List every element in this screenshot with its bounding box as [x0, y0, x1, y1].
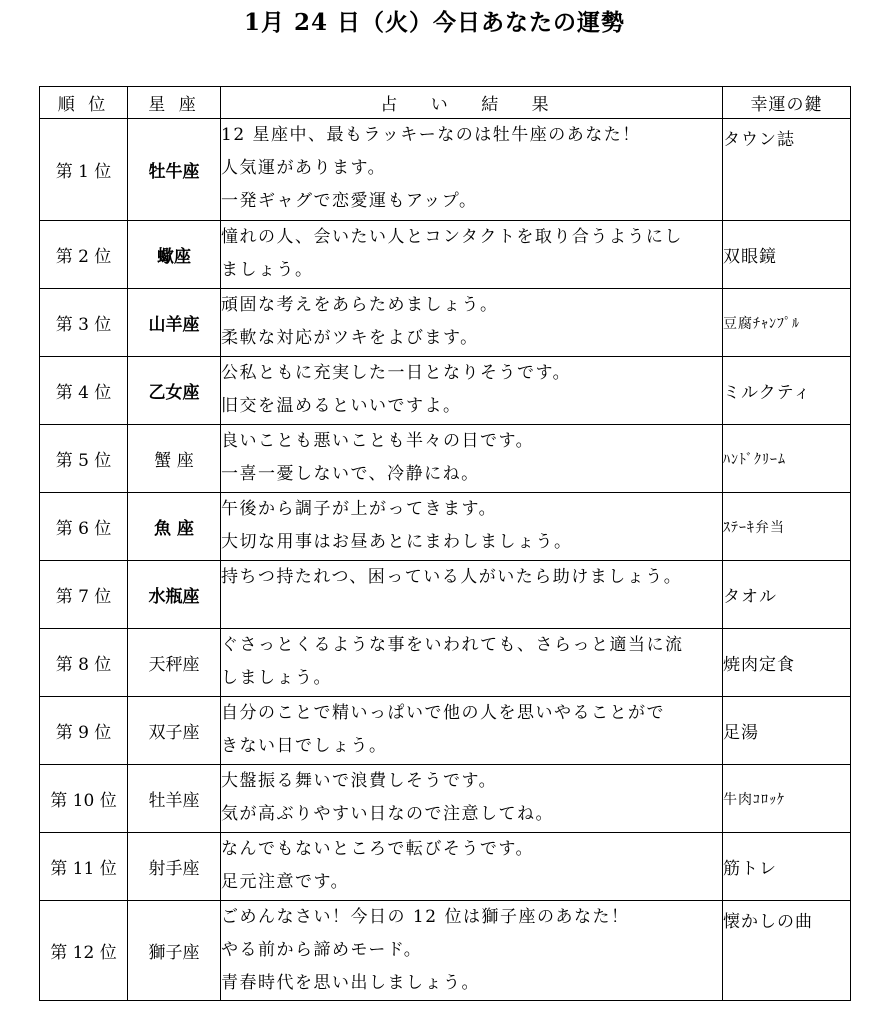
table-row [40, 119, 851, 221]
key-cell: 筋トレ [723, 833, 851, 901]
rank-cell: 第 1 位 [40, 119, 128, 221]
sign-cell: 牡牛座 [128, 119, 221, 221]
result-line: 良いことも悪いことも半々の日です。 [221, 431, 535, 451]
result-cell [221, 833, 723, 901]
table-row [40, 629, 851, 697]
table-row [40, 561, 851, 629]
rank-cell: 第 5 位 [40, 425, 128, 493]
key-cell: 焼肉定食 [723, 629, 851, 697]
key-cell: 足湯 [723, 697, 851, 765]
table-row [40, 697, 851, 765]
rank-cell: 第 6 位 [40, 493, 128, 561]
rank-cell: 第 9 位 [40, 697, 128, 765]
result-cell [221, 561, 723, 629]
rank-cell: 第 11 位 [40, 833, 128, 901]
result-line: 自分のことで精いっぱいで他の人を思いやることがで [221, 703, 665, 723]
header-rank: 順 位 [40, 87, 128, 119]
result-line: 旧交を温めるといいですよ。 [221, 396, 462, 416]
key-cell: ミルクティ [723, 357, 851, 425]
sign-cell: 乙女座 [128, 357, 221, 425]
rank-cell: 第 7 位 [40, 561, 128, 629]
result-line: しましょう。 [221, 668, 332, 688]
page-title: 1月 24 日（火）今日あなたの運勢 [243, 9, 626, 36]
result-cell [221, 357, 723, 425]
result-line: 一喜一憂しないで、冷静にね。 [221, 464, 480, 484]
table-row [40, 425, 851, 493]
result-cell [221, 765, 723, 833]
table-row [40, 765, 851, 833]
key-cell: タウン誌 [723, 119, 851, 221]
rank-cell: 第 3 位 [40, 289, 128, 357]
sign-cell: 双子座 [128, 697, 221, 765]
key-cell: 豆腐ﾁｬﾝﾌﾟﾙ [723, 289, 851, 357]
table-row [40, 289, 851, 357]
result-line: 大盤振る舞いで浪費しそうです。 [221, 771, 498, 791]
result-line: 一発ギャグで恋愛運もアップ。 [221, 191, 478, 211]
result-line: 柔軟な対応がツキをよびます。 [221, 328, 479, 348]
result-cell [221, 221, 723, 289]
header-key: 幸運の鍵 [723, 87, 851, 119]
key-cell: 双眼鏡 [723, 221, 851, 289]
result-line: 公私ともに充実した一日となりそうです。 [221, 363, 572, 383]
result-line: 頑固な考えをあらためましょう。 [221, 295, 499, 315]
rank-cell: 第 4 位 [40, 357, 128, 425]
sign-cell: 山羊座 [128, 289, 221, 357]
rank-cell: 第 12 位 [40, 901, 128, 1001]
rank-cell: 第 8 位 [40, 629, 128, 697]
result-cell [221, 629, 723, 697]
table-row [40, 357, 851, 425]
key-cell: 懐かしの曲 [723, 901, 851, 1001]
table-row [40, 901, 851, 1001]
result-line: 憧れの人、会いたい人とコンタクトを取り合うようにし [221, 227, 683, 247]
result-cell [221, 901, 723, 1001]
result-line: 12 星座中、最もラッキーなのは牡牛座のあなた！ [221, 125, 641, 145]
result-line: 人気運があります。 [221, 158, 387, 178]
header-sign: 星 座 [128, 87, 221, 119]
result-cell [221, 289, 723, 357]
result-line: きない日でしょう。 [221, 736, 388, 756]
sign-cell: 天秤座 [128, 629, 221, 697]
result-line: 大切な用事はお昼あとにまわしましょう。 [221, 532, 573, 552]
sign-cell: 獅子座 [128, 901, 221, 1001]
header-result: 占 い 結 果 [221, 87, 723, 119]
rank-cell: 第 10 位 [40, 765, 128, 833]
sign-cell: 魚 座 [128, 493, 221, 561]
sign-cell: 射手座 [128, 833, 221, 901]
result-line: 持ちつ持たれつ、困っている人がいたら助けましょう。 [221, 567, 683, 587]
sign-cell: 水瓶座 [128, 561, 221, 629]
result-line: ましょう。 [221, 260, 314, 280]
sign-cell: 蟹 座 [128, 425, 221, 493]
result-line: 気が高ぶりやすい日なので注意してね。 [221, 804, 554, 824]
header-row [40, 87, 851, 119]
result-line: 午後から調子が上がってきます。 [221, 499, 498, 519]
sign-cell: 蠍座 [128, 221, 221, 289]
table-row [40, 833, 851, 901]
key-cell: 牛肉ｺﾛｯｹ [723, 765, 851, 833]
result-line: 青春時代を思い出しましょう。 [221, 973, 480, 993]
result-line: ごめんなさい！今日の 12 位は獅子座のあなた！ [221, 907, 630, 927]
result-cell [221, 697, 723, 765]
result-line: 足元注意です。 [221, 872, 350, 892]
fortune-table [39, 86, 851, 1001]
result-line: やる前から諦めモード。 [221, 940, 423, 960]
sign-cell: 牡羊座 [128, 765, 221, 833]
table-row [40, 493, 851, 561]
result-line: なんでもないところで転びそうです。 [221, 839, 534, 859]
result-cell [221, 493, 723, 561]
table-row [40, 221, 851, 289]
key-cell: タオル [723, 561, 851, 629]
key-cell: ﾊﾝﾄﾞｸﾘｰﾑ [723, 425, 851, 493]
result-cell [221, 425, 723, 493]
result-cell [221, 119, 723, 221]
key-cell: ｽﾃｰｷ弁当 [723, 493, 851, 561]
rank-cell: 第 2 位 [40, 221, 128, 289]
result-line: ぐさっとくるような事をいわれても、さらっと適当に流 [221, 635, 684, 655]
